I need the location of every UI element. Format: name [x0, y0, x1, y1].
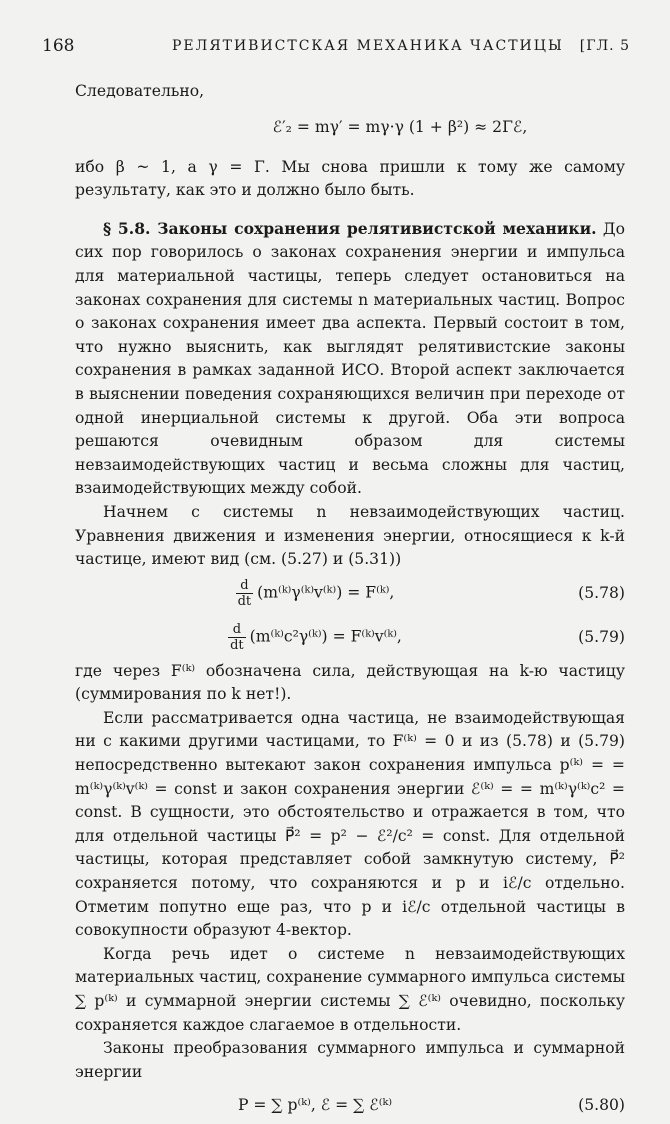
equation-5-79 [75, 616, 625, 660]
section-paragraph-2: Начнем с системы n невзаимодействующих частиц. Уравнения движения и изменения энергии, относящиеся к k-й частице, имеют вид (см. (5.27) и (5.31)) [75, 502, 625, 569]
section-paragraph-1 [75, 217, 625, 501]
equation-number: (5.80) [578, 1095, 625, 1114]
page-header [42, 36, 630, 60]
equation-5-80 [75, 1086, 625, 1124]
section-paragraph-5: Когда речь идет о системе n невзаимодействующих материальных частиц, сохранение суммарного импульса системы ∑ p⁽ᵏ⁾ и суммарной энергии системы ∑ ℰ⁽ᵏ⁾ очевидно, поскольку сохраняется каждое слагаемое в отдельности. [75, 944, 625, 1034]
derivative-fraction: $\frac{d}{dt}$ [237, 578, 252, 610]
equation-number: (5.79) [578, 627, 625, 646]
equation-expression: (m⁽ᵏ⁾c²γ⁽ᵏ⁾) = F⁽ᵏ⁾v⁽ᵏ⁾, [249, 627, 402, 646]
section-text-1: До сих пор говорилось о законах сохранения энергии и импульса для материальной частицы, теперь следует остановиться на законах сохранения для системы n материальных частиц. Вопрос о законах сохранения имеет два аспекта. Первый состоит в том, что нужно выяснить, как выглядят релятивистские законы сохранения в рамках заданной ИСО. Второй аспект заключается в выяснении поведения сохраняющихся величин при переходе от одной инерциальной системы к другой. Оба эти вопроса решаются очевидным образом для системы невзаимодействующих частиц и весьма сложны для частиц, взаимодействующих между собой. [75, 219, 625, 498]
section-paragraph-3: где через F⁽ᵏ⁾ обозначена сила, действующая на k-ю частицу (суммирования по k нет!). [75, 661, 625, 704]
running-title: РЕЛЯТИВИСТСКАЯ МЕХАНИКА ЧАСТИЦЫ [172, 38, 564, 54]
page-body [75, 80, 625, 1124]
intro-paragraph: ибо β ~ 1, а γ = Γ. Мы снова пришли к тому же самому результату, как это и должно было быть. [75, 157, 625, 200]
chapter-label: [ГЛ. 5 [579, 38, 630, 54]
equation-expression: P = ∑ p⁽ᵏ⁾, ℰ = ∑ ℰ⁽ᵏ⁾ [237, 1095, 393, 1114]
section-paragraph-6: Законы преобразования суммарного импульса и суммарной энергии [75, 1039, 625, 1081]
section-heading: § 5.8. Законы сохранения релятивистской механики. [103, 218, 597, 238]
page-number: 168 [42, 36, 75, 56]
derivative-fraction: $\frac{d}{dt}$ [230, 622, 244, 654]
intro-line: Следовательно, [75, 82, 205, 100]
equation-5-78 [75, 572, 625, 616]
equation-number: (5.78) [578, 583, 625, 602]
equation-expression: (m⁽ᵏ⁾γ⁽ᵏ⁾v⁽ᵏ⁾) = F⁽ᵏ⁾, [257, 583, 395, 602]
section-paragraph-4: Если рассматривается одна частица, не взаимодействующая ни с какими другими частицами, то F⁽ᵏ⁾ = 0 и из (5.78) и (5.79) непосредственно вытекают закон сохранения импульса p⁽ᵏ⁾ = = m⁽ᵏ⁾γ⁽ᵏ⁾v⁽ᵏ⁾ = const и закон сохранения энергии ℰ⁽ᵏ⁾ = = m⁽ᵏ⁾γ⁽ᵏ⁾c² = const. В сущности, это обстоятельство и отражается в том, что для отдельной частицы P⃗² = p² − ℰ²/c² = const. Для отдельной частицы, которая представляет собой замкнутую систему, P⃗² сохраняется потому, что сохраняются и p и iℰ/c отдельно. Отметим попутно еще раз, что p и iℰ/c отдельной частицы в совокупности образуют 4-вектор. [75, 708, 625, 940]
equation-energy: ℰ′₂ = mγ′ = mγ·γ (1 + β²) ≈ 2Γℰ, [272, 117, 528, 136]
